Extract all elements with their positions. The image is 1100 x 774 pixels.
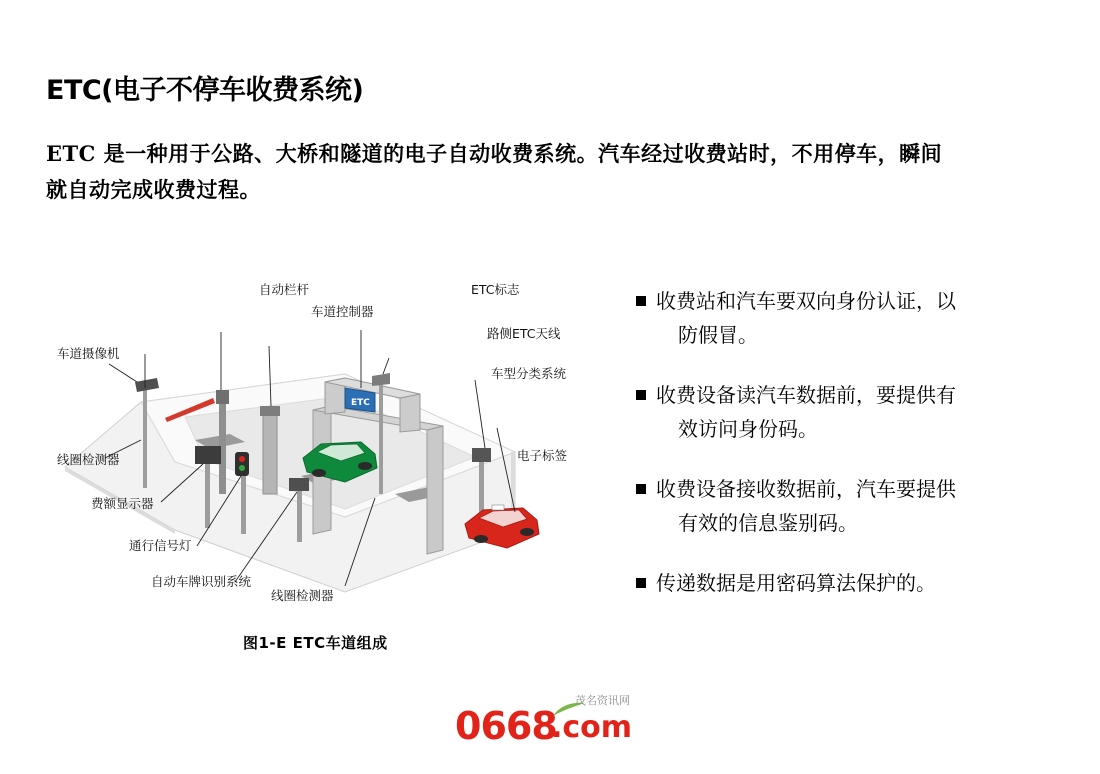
watermark-number: 0668 (455, 704, 557, 748)
list-item (636, 378, 1056, 446)
bullet-line-1: 收费站和汽车要双向身份认证，以 (656, 289, 956, 313)
bullet-line-2: 有效的信息鉴别码。 (678, 511, 858, 535)
bullet-line-2: 防假冒。 (678, 323, 758, 347)
label-roadside-antenna: 路侧ETC天线 (487, 326, 561, 341)
watermark-subtitle: 茂名资讯网 (575, 694, 630, 707)
bullet-line-1: 收费设备读汽车数据前，要提供有 (656, 383, 956, 407)
square-bullet-icon (636, 296, 646, 306)
watermark-tld: .com (551, 710, 633, 745)
list-item (636, 566, 1056, 600)
lead-line-1: ETC 是一种用于公路、大桥和隧道的电子自动收费系统。汽车经过收费站时，不用停车，瞬间 (46, 141, 943, 166)
label-auto-barrier: 自动栏杆 (259, 282, 310, 297)
lead-paragraph (46, 136, 1056, 208)
bullet-text (656, 566, 1056, 600)
square-bullet-icon (636, 390, 646, 400)
bullet-line-1: 收费设备接收数据前，汽车要提供 (656, 477, 956, 501)
square-bullet-icon (636, 578, 646, 588)
square-bullet-icon (636, 484, 646, 494)
etc-sign-text: ETC (351, 398, 370, 408)
bullet-line-1: 传递数据是用密码算法保护的。 (656, 571, 936, 595)
bullet-list (636, 284, 1056, 626)
label-camera: 车道摄像机 (57, 346, 120, 361)
etc-lane-diagram (45, 262, 625, 672)
label-lane-controller: 车道控制器 (311, 304, 374, 319)
page-title: ETC(电子不停车收费系统) (46, 75, 364, 106)
label-loop-detector-right: 线圈检测器 (271, 588, 334, 603)
label-plate-recognition: 自动车牌识别系统 (151, 574, 252, 589)
lead-line-2: 就自动完成收费过程。 (46, 177, 261, 202)
watermark (455, 694, 665, 750)
list-item (636, 284, 1056, 352)
figure-caption: 图1-E ETC车道组成 (243, 634, 388, 652)
list-item (636, 472, 1056, 540)
bullet-text (656, 472, 1056, 540)
bullet-line-2: 效访问身份码。 (678, 417, 818, 441)
label-loop-detector-left: 线圈检测器 (57, 452, 120, 467)
label-fee-display: 费额显示器 (91, 496, 154, 511)
label-traffic-light: 通行信号灯 (129, 538, 192, 553)
label-vehicle-class-system: 车型分类系统 (491, 366, 567, 381)
bullet-text (656, 378, 1056, 446)
bullet-text (656, 284, 1056, 352)
label-electronic-tag: 电子标签 (517, 448, 568, 463)
label-etc-sign: ETC标志 (471, 282, 520, 297)
lane-controller (260, 406, 280, 494)
